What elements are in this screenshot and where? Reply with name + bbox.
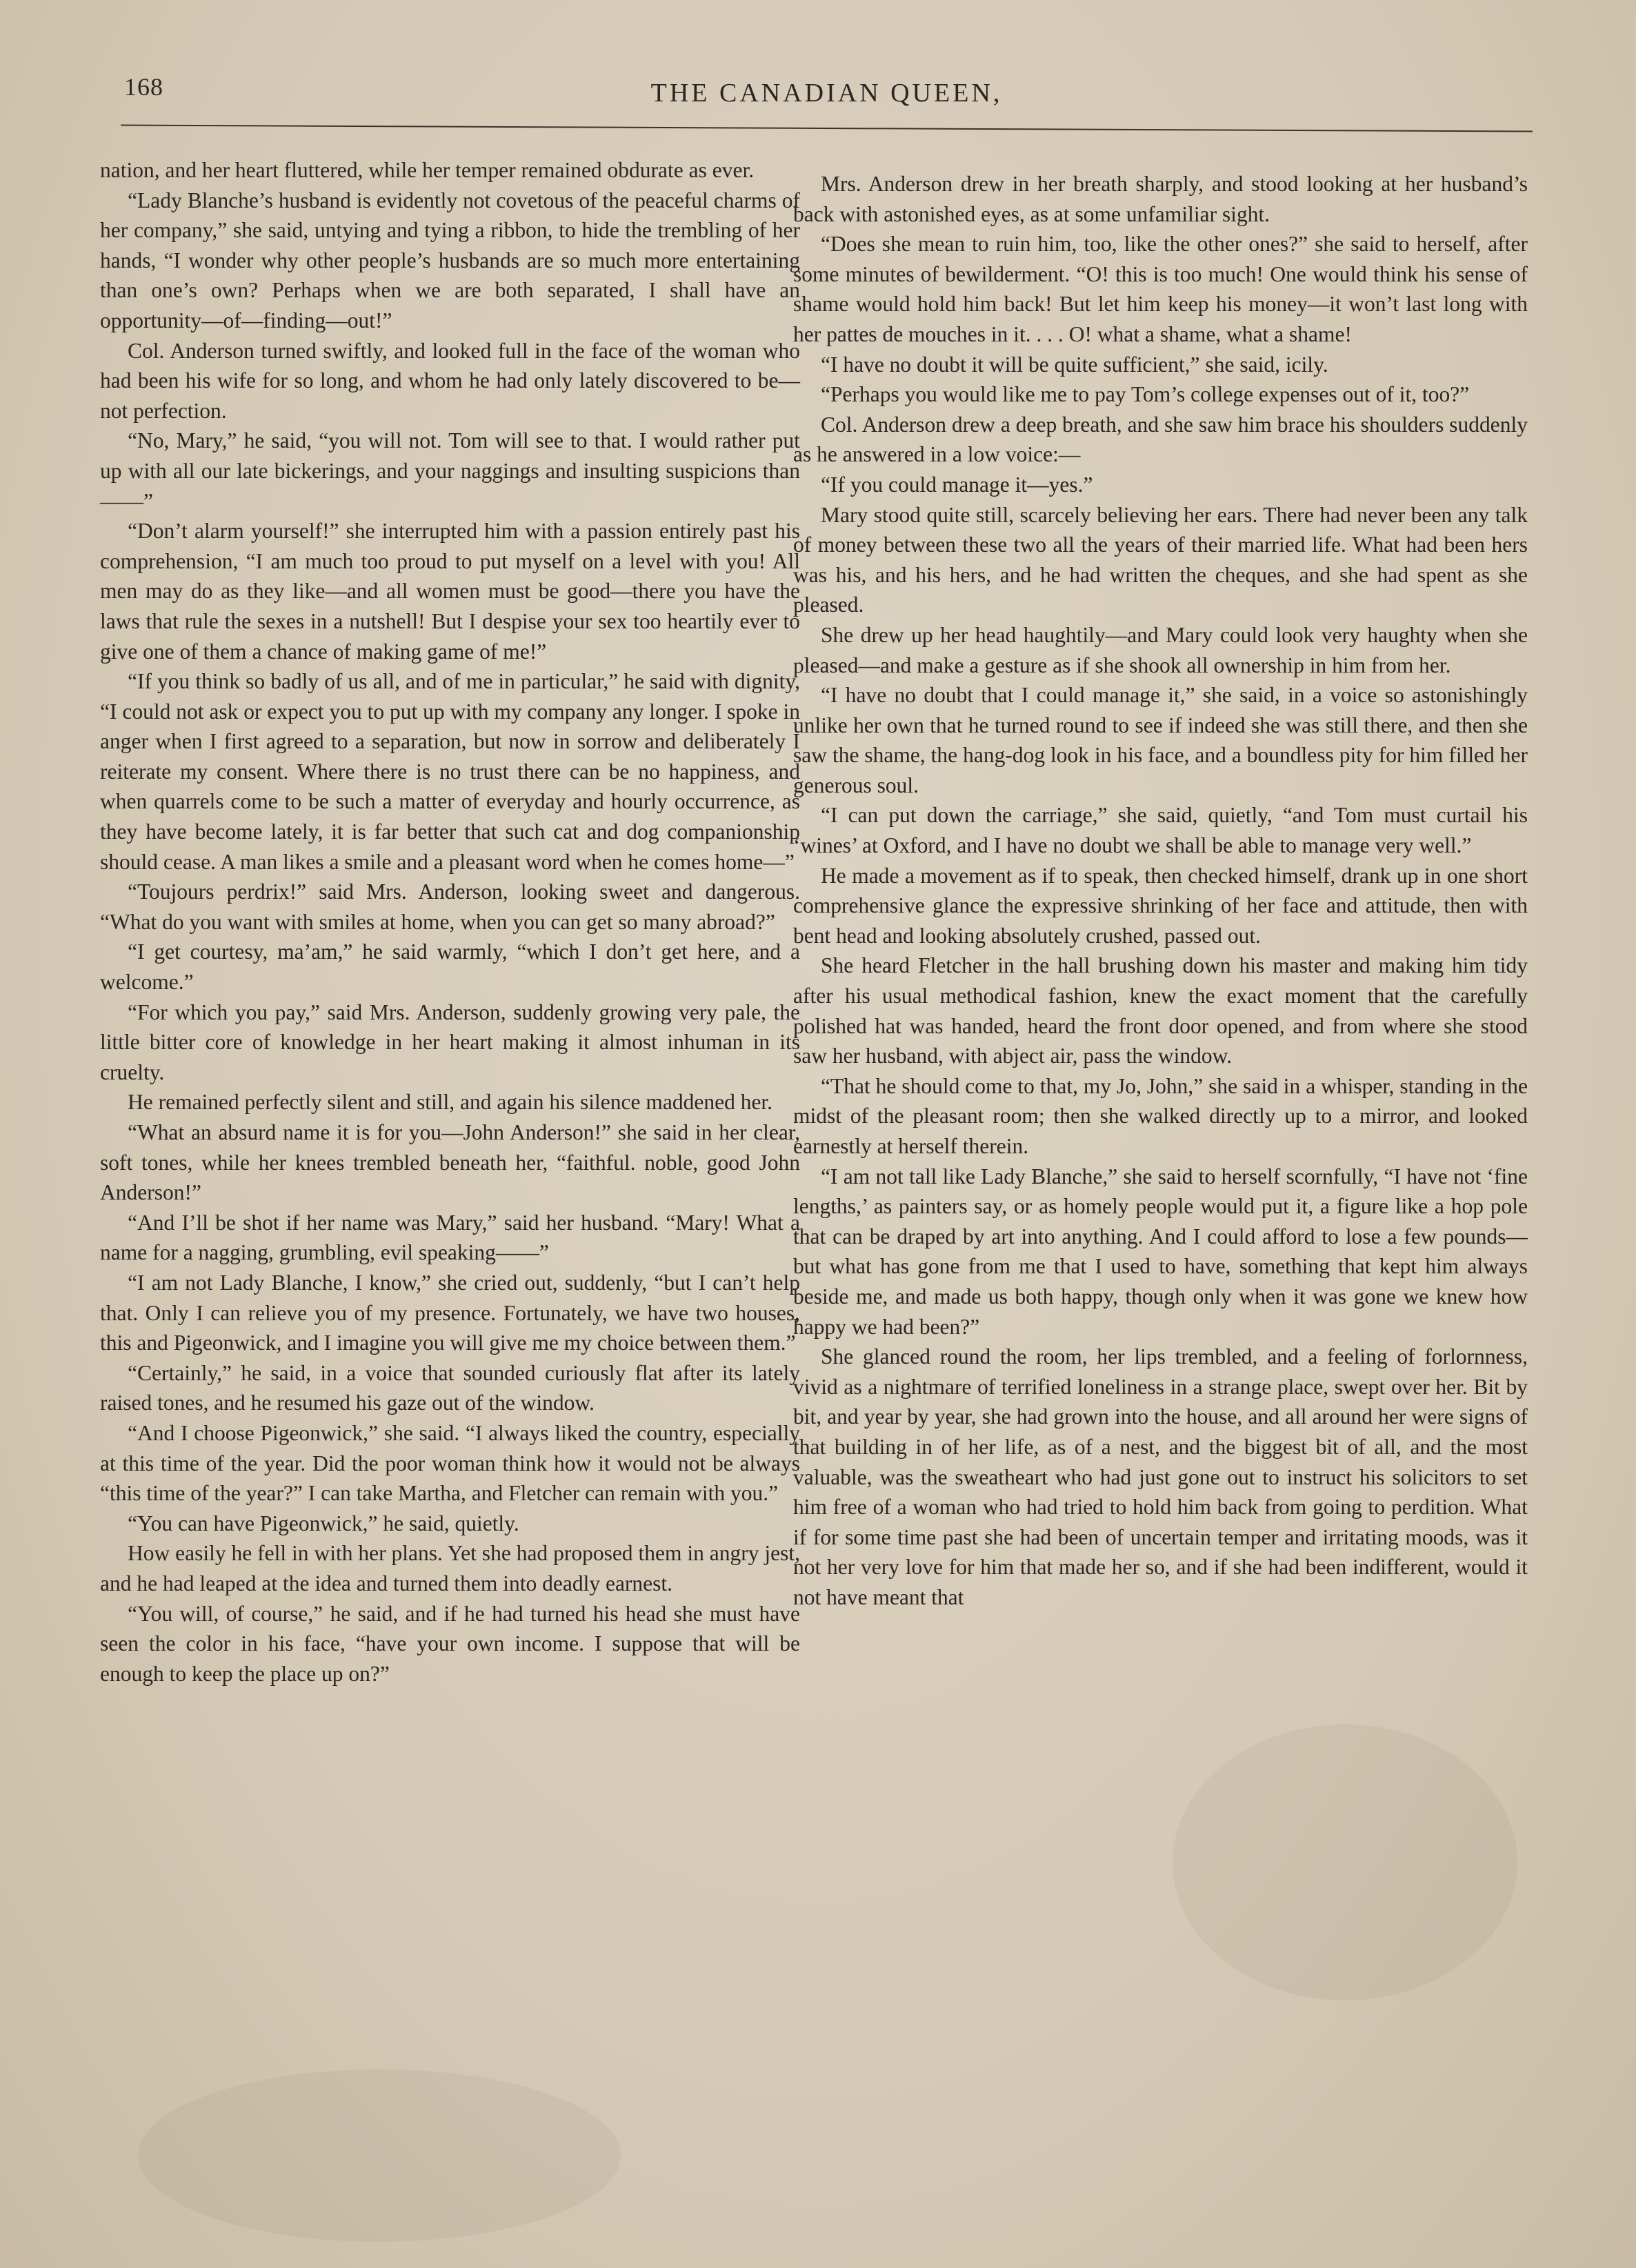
paragraph: “You can have Pigeonwick,” he said, quietly. xyxy=(128,1511,519,1535)
paragraph: “I am not tall like Lady Blanche,” she said to herself scornfully, “I have not ‘fine lengths,’ as painters say, or as homely people would put it, a figure like a hop pole that can be draped by art into anything. And I could afford to lose a few pounds—but what has gone from me that I used to have, something that kept him always beside me, and made us both happy, though only when it was gone we knew how happy we had been?” xyxy=(793,1164,1528,1339)
paragraph: “That he should come to that, my Jo, John,” she said in a whisper, standing in the midst of the pleasant room; then she walked directly up to a mirror, and looked earnestly at herself therein. xyxy=(793,1073,1528,1158)
paragraph: “Does she mean to ruin him, too, like the other ones?” she said to herself, after some minutes of bewilderment. “O! this is too much! One would think his sense of shame would hold him back! But let him keep his money—it won’t last long with her pattes de mouches in it. . . . O! what a shame, what a shame! xyxy=(793,232,1528,346)
paragraph: “If you think so badly of us all, and of me in particular,” he said with dignity, “I could not ask or expect you to put up with my company any longer. I spoke in anger when I first agreed to a separation, but now in sorrow and deliberately I reiterate my consent. Where there is no trust there can be no happiness, and when quarrels come to be such a matter of everyday and hourly occurrence, as they have become lately, it is far better that such cat and dog companionship should cease. A man likes a smile and a pleasant word when he comes home—” xyxy=(100,669,800,874)
paragraph: “I have no doubt that I could manage it,” she said, in a voice so astonishingly unlike her own that he turned round to see if indeed she was still there, and then she saw the shame, the hang-dog look in his face, and a boundless pity for him filled her generous soul. xyxy=(793,683,1528,797)
paragraph: She glanced round the room, her lips trembled, and a feeling of forlornness, vivid as a nightmare of terrified loneliness in a strange place, swept over her. Bit by bit, and year by year, she had grown into the house, and all around her were signs of that building in of her life, as of a nest, and the biggest bit of all, and the most valuable, was the sweatheart who had just gone out to instruct his solicitors to set him free of a woman who had tried to hold him back from going to perdition. What if for some time past she had been of uncertain temper and irritating moods, was it not her very love for him that made her so, and if she had been indifferent, would it not have meant that xyxy=(793,1344,1528,1609)
paragraph: Col. Anderson turned swiftly, and looked full in the face of the woman who had been his wife for so long, and whom he had only lately discovered to be—not perfection. xyxy=(100,338,800,423)
paragraph: “Toujours perdrix!” said Mrs. Anderson, looking sweet and dangerous. “What do you want with smiles at home, when you can get so many abroad?” xyxy=(100,879,800,934)
paper-stain xyxy=(138,2069,621,2242)
paragraph: Mrs. Anderson drew in her breath sharply, and stood looking at her husband’s back with astonished eyes, as at some unfamiliar sight. xyxy=(793,172,1528,226)
paragraph: He made a movement as if to speak, then checked himself, drank up in one short comprehensive glance the expressive shrinking of her face and attitude, then with bent head and looking absolutely crushed, passed out. xyxy=(793,863,1528,948)
paragraph: “Lady Blanche’s husband is evidently not covetous of the peaceful charms of her company,” she said, untying and tying a ribbon, to hide the trembling of her hands, “I wonder why other people’s husbands are so much more entertaining than one’s own? Perhaps when we are both separated, I shall have an opportunity—of—finding—out!” xyxy=(100,188,800,332)
running-title: THE CANADIAN QUEEN, xyxy=(650,79,1003,108)
paper-stain xyxy=(1173,1724,1517,2000)
page-header xyxy=(121,66,1533,121)
paragraph: “I am not Lady Blanche, I know,” she cried out, suddenly, “but I can’t help that. Only I can relieve you of my presence. Fortunately, we have two houses, this and Pigeonwick, and I imagine you will give me my choice between them.” xyxy=(100,1270,800,1355)
paragraph: She heard Fletcher in the hall brushing down his master and making him tidy after his usual methodical fashion, knew the exact moment that the carefully polished hat was handed, heard the front door opened, and from where she stood saw her husband, with abject air, pass the window. xyxy=(793,953,1528,1068)
paragraph: “I can put down the carriage,” she said, quietly, “and Tom must curtail his ‘wines’ at Oxford, and I have no doubt we shall be able to manage very well.” xyxy=(793,803,1528,858)
paragraph: “And I’ll be shot if her name was Mary,” said her husband. “Mary! What a name for a nagging, grumbling, evil speaking——” xyxy=(100,1210,800,1265)
paragraph: “And I choose Pigeonwick,” she said. “I always liked the country, especially at this time of the year. Did the poor woman think how it would not be always “this time of the year?” I can take Martha, and Fletcher can remain with you.” xyxy=(100,1420,800,1506)
paragraph: “I have no doubt it will be quite sufficient,” she said, icily. xyxy=(821,352,1328,377)
header-rule xyxy=(121,125,1533,132)
page-number: 168 xyxy=(124,73,163,101)
paragraph: He remained perfectly silent and still, and again his silence maddened her. xyxy=(128,1090,773,1115)
right-column xyxy=(793,169,1528,1613)
paragraph: “Don’t alarm yourself!” she interrupted him with a passion entirely past his comprehension, “I am much too proud to put myself on a level with you! All men may do as they like—and all women must be good—there you have the laws that rule the sexes in a nutshell! But I despise your sex too heartily ever to give one of them a chance of making game of me!” xyxy=(100,519,800,664)
paragraph: “Certainly,” he said, in a voice that sounded curiously flat after its lately raised tones, and he resumed his gaze out of the window. xyxy=(100,1360,800,1415)
paragraph: “What an absurd name it is for you—John Anderson!” she said in her clear, soft tones, while her knees trembled beneath her, “faithful. noble, good John Anderson!” xyxy=(100,1120,800,1205)
paragraph: “No, Mary,” he said, “you will not. Tom will see to that. I would rather put up with all our late bickerings, and your naggings and insulting suspicions than——” xyxy=(100,428,800,513)
paragraph: Mary stood quite still, scarcely believing her ears. There had never been any talk of money between these two all the years of their married life. What had been hers was his, and his hers, and he had written the cheques, and she had spent as she pleased. xyxy=(793,502,1528,617)
paragraph: Col. Anderson drew a deep breath, and she saw him brace his shoulders suddenly as he answered in a low voice:— xyxy=(793,412,1528,467)
paragraph: “For which you pay,” said Mrs. Anderson, suddenly growing very pale, the little bitter core of knowledge in her heart making it almost inhuman in its cruelty. xyxy=(100,999,800,1084)
left-column xyxy=(100,155,800,1689)
paragraph: “Perhaps you would like me to pay Tom’s college expenses out of it, too?” xyxy=(821,382,1470,407)
paragraph: “I get courtesy, ma’am,” he said warmly, “which I don’t get here, and a welcome.” xyxy=(100,939,800,995)
paragraph: nation, and her heart fluttered, while her temper remained obdurate as ever. xyxy=(100,158,755,182)
paragraph: “You will, of course,” he said, and if he had turned his head she must have seen the color in his face, “have your own income. I suppose that will be enough to keep the place up on?” xyxy=(100,1601,800,1686)
paragraph: “If you could manage it—yes.” xyxy=(821,472,1093,497)
paragraph: How easily he fell in with her plans. Yet she had proposed them in angry jest, and he had leaped at the idea and turned them into deadly earnest. xyxy=(100,1541,800,1595)
paragraph: She drew up her head haughtily—and Mary could look very haughty when she pleased—and make a gesture as if she shook all ownership in him from her. xyxy=(793,622,1528,677)
